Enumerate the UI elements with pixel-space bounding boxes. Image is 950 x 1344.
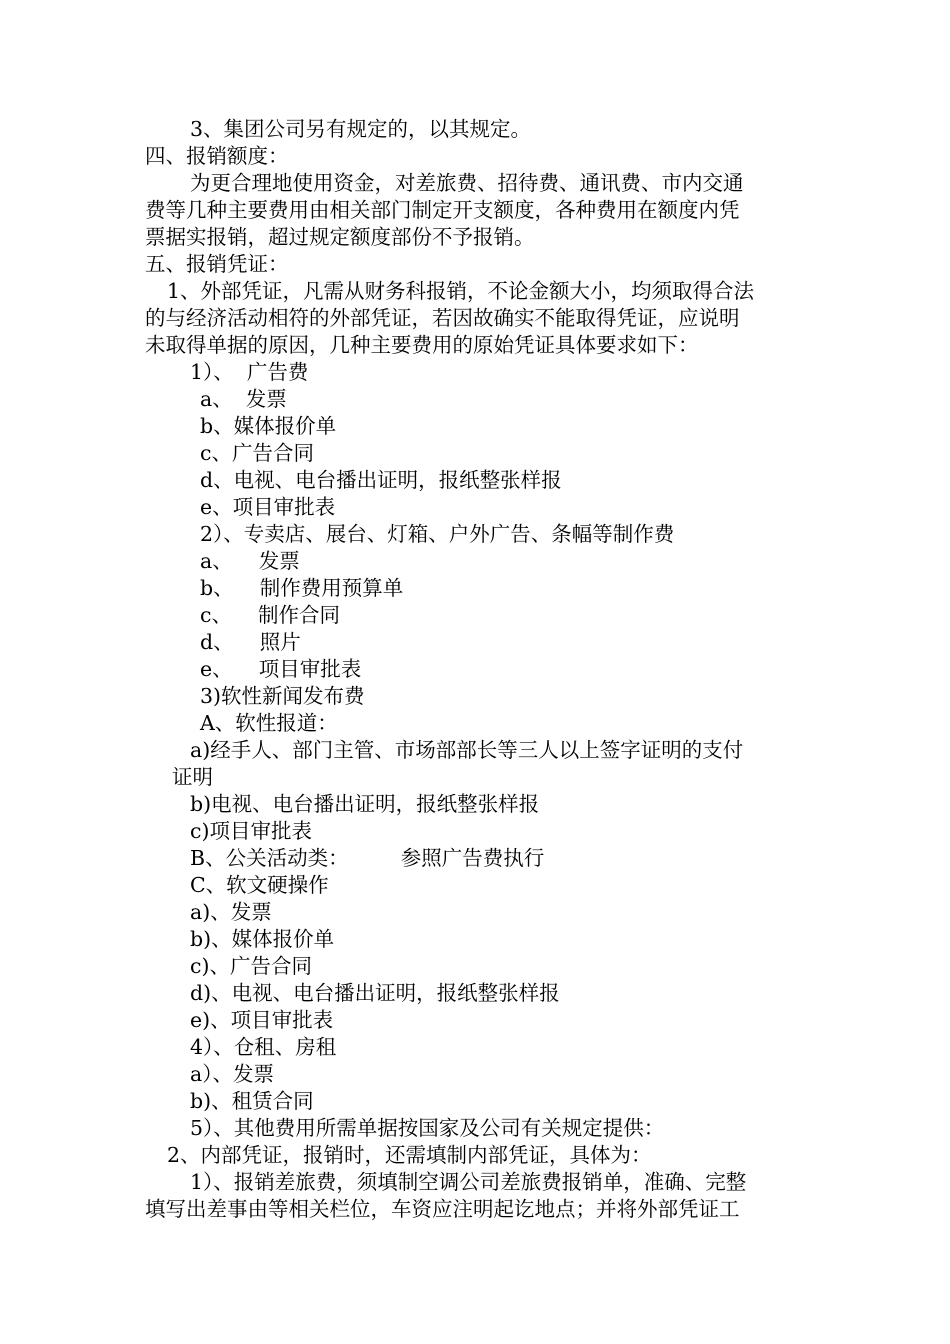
- text-line: 填写出差事由等相关栏位，车资应注明起讫地点；并将外部凭证工: [145, 1197, 740, 1221]
- list-item: 5）、其他费用所需单据按国家及公司有关规定提供：: [190, 1116, 665, 1140]
- list-item: e)、项目审批表: [190, 1008, 334, 1032]
- list-item: a、 发票: [200, 387, 287, 411]
- list-item: a）、发票: [190, 1062, 274, 1086]
- text-line: 费等几种主要费用由相关部门制定开支额度，各种费用在额度内凭: [145, 198, 740, 222]
- section-heading: 四、报销额度：: [145, 144, 289, 168]
- list-item: c、 制作合同: [200, 603, 341, 627]
- list-item: e、 项目审批表: [200, 657, 362, 681]
- list-item: b)电视、电台播出证明，报纸整张样报: [190, 792, 540, 816]
- list-item: C、软文硬操作: [190, 873, 329, 897]
- text-line: 3、集团公司另有规定的，以其规定。: [190, 117, 532, 141]
- list-item: c、广告合同: [200, 441, 314, 465]
- list-item: c)项目审批表: [190, 819, 312, 843]
- list-item: 1）、 广告费: [190, 360, 309, 384]
- text-line: 票据实报销，超过规定额度部份不予报销。: [145, 225, 535, 249]
- list-item: b、 制作费用预算单: [200, 576, 404, 600]
- list-item: e、项目审批表: [200, 495, 336, 519]
- list-item: d、电视、电台播出证明，报纸整张样报: [200, 468, 562, 492]
- list-item: 3)软性新闻发布费: [200, 684, 365, 708]
- list-item: d、 照片: [200, 630, 301, 654]
- text-line: 证明: [172, 765, 213, 789]
- text-line: 的与经济活动相符的外部凭证，若因故确实不能取得凭证，应说明: [145, 306, 740, 330]
- list-item: a)经手人、部门主管、市场部部长等三人以上签字证明的支付: [190, 738, 744, 762]
- text-line: 1）、报销差旅费，须填制空调公司差旅费报销单，准确、完整: [190, 1170, 747, 1194]
- list-item: B、公关活动类： 参照广告费执行: [190, 846, 545, 870]
- text-line: 为更合理地使用资金，对差旅费、招待费、通讯费、市内交通: [190, 171, 744, 195]
- list-item: b)、租赁合同: [190, 1089, 314, 1113]
- list-item: 2）、专卖店、展台、灯箱、户外广告、条幅等制作费: [200, 522, 675, 546]
- list-item: a)、发票: [190, 900, 272, 924]
- list-item: c)、广告合同: [190, 954, 312, 978]
- list-item: d)、电视、电台播出证明，报纸整张样报: [190, 981, 560, 1005]
- list-item: b、媒体报价单: [200, 414, 337, 438]
- list-item: a、 发票: [200, 549, 300, 573]
- list-item: A、软性报道：: [200, 711, 338, 735]
- list-item: b)、媒体报价单: [190, 927, 335, 951]
- text-line: 2、内部凭证，报销时，还需填制内部凭证，具体为：: [167, 1143, 652, 1167]
- list-item: 4）、仓租、房租: [190, 1035, 337, 1059]
- section-heading: 五、报销凭证：: [145, 252, 289, 276]
- text-line: 1、外部凭证，凡需从财务科报销，不论金额大小，均须取得合法: [167, 279, 755, 303]
- text-line: 未取得单据的原因，几种主要费用的原始凭证具体要求如下：: [145, 333, 699, 357]
